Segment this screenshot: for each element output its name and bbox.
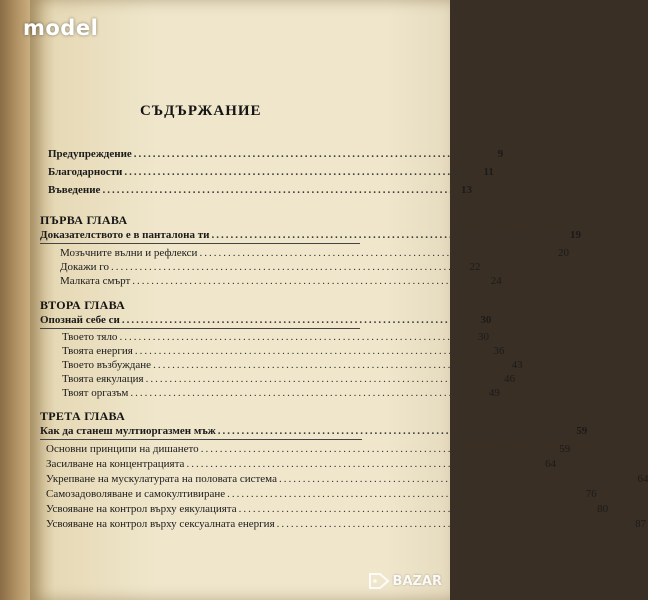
chapter-heading: ПЪРВА ГЛАВА [40, 213, 128, 227]
toc-entry: Въведение .......................................................................... 13 [48, 184, 472, 196]
toc-subentry: Укрепване на мускулатурата на половата система .......................................................................... 64 [46, 473, 648, 485]
divider [40, 328, 360, 329]
watermark-logo: model [23, 16, 99, 40]
toc-subentry: Малката смърт .......................................................................... 24 [60, 275, 502, 287]
toc-entry: Предупреждение .......................................................................... 9 [48, 148, 504, 160]
toc-entry: Благодарности .......................................................................... 11 [48, 166, 494, 178]
toc-subentry: Усвояване на контрол върху еякулацията .......................................................................... 80 [46, 503, 609, 515]
chapter-heading: ВТОРА ГЛАВА [40, 298, 126, 312]
toc-subentry: Твоето тяло .......................................................................... 30 [62, 331, 489, 343]
toc-subentry: Основни принципи на дишането .......................................................................... 59 [46, 443, 571, 455]
price-tag-icon [368, 572, 390, 590]
toc-subentry: Засилване на концентрацията .......................................................................... 64 [46, 458, 556, 470]
toc-subentry: Твоят оргазъм .......................................................................... 49 [62, 387, 500, 399]
chapter-heading: ТРЕТА ГЛАВА [40, 409, 126, 423]
toc-subentry: Усвояване на контрол върху сексуалната енергия .......................................................................... 87 [46, 518, 647, 530]
chapter-main-entry: Доказателството е в панталона ти .......................................................................... 19 [40, 229, 581, 241]
toc-subentry: Твоята еякулация .......................................................................... 46 [62, 373, 516, 385]
book-spine [0, 0, 30, 600]
chapter-main-entry: Опознай себе си .......................................................................... 30 [40, 314, 492, 326]
toc-subentry: Докажи го .......................................................................... 22 [60, 261, 481, 273]
toc-subentry: Твоята енергия .......................................................................... 36 [62, 345, 505, 357]
toc-subentry: Самозадоволяване и самокултивиране .......................................................................... 76 [46, 488, 597, 500]
page-title: СЪДЪРЖАНИЕ [140, 103, 262, 119]
divider [40, 439, 362, 440]
watermark-bazar: BAZAR [368, 572, 442, 590]
toc-subentry: Мозъчните вълни и рефлекси .......................................................................... 20 [60, 247, 569, 259]
chapter-main-entry: Как да станеш мултиоргазмен мъж .......................................................................... 59 [40, 425, 588, 437]
divider [40, 243, 360, 244]
toc-subentry: Твоето възбуждане .......................................................................... 43 [62, 359, 523, 371]
